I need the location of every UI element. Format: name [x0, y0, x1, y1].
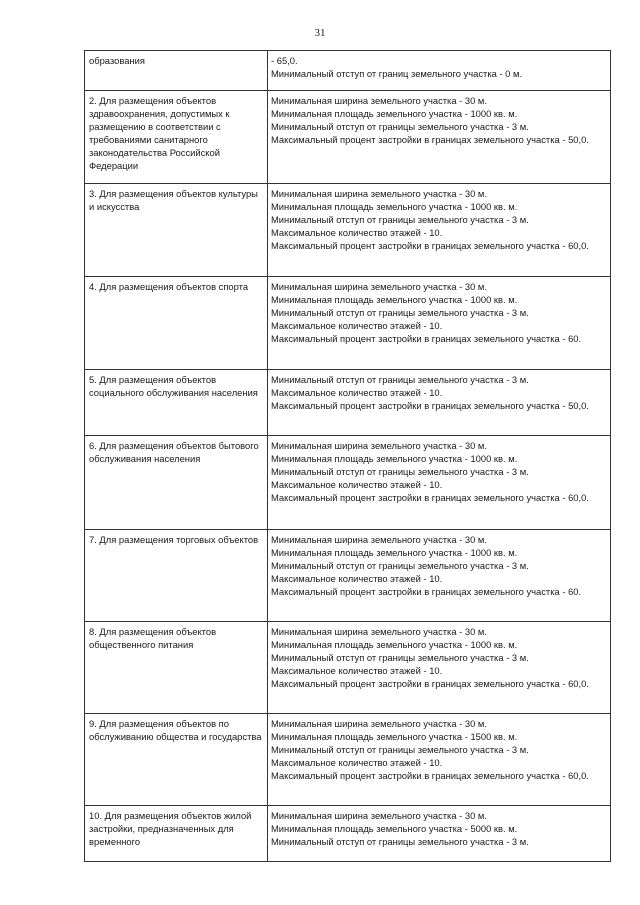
parameter-line: Максимальный процент застройки в границах земельного участка - 50,0.: [271, 134, 589, 146]
parameters-cell: [268, 370, 611, 436]
parameter-line: Минимальная площадь земельного участка - 1000 кв. м.: [271, 108, 518, 120]
purpose-label: 8. Для размещения объектов общественного питания: [89, 626, 217, 651]
parameter-line: Минимальная ширина земельного участка - 30 м.: [271, 281, 487, 292]
parameter-line: Минимальная ширина земельного участка - 30 м.: [271, 440, 487, 451]
purpose-cell: [85, 436, 268, 530]
parameter-line: Минимальный отступ от границы земельного участка - 3 м.: [271, 121, 529, 133]
table-row: [85, 622, 611, 714]
table-row: [85, 184, 611, 277]
purpose-cell: [85, 91, 268, 184]
table-row: [85, 277, 611, 370]
parameter-line: Максимальный процент застройки в границах земельного участка - 60,0.: [271, 678, 589, 690]
parameter-line: Минимальная площадь земельного участка - 1000 кв. м.: [271, 453, 518, 465]
parameters-cell: [268, 51, 611, 91]
parameter-line: Минимальная площадь земельного участка - 1000 кв. м.: [271, 547, 518, 559]
parameter-line: Максимальное количество этажей - 10.: [271, 573, 443, 585]
purpose-cell: [85, 51, 268, 91]
purpose-label: 6. Для размещения объектов бытового обслуживания населения: [89, 440, 259, 465]
purpose-label: 5. Для размещения объектов социального обслуживания населения: [89, 374, 258, 399]
page-number: 31: [314, 27, 326, 39]
parameter-line: Минимальная ширина земельного участка - 30 м.: [271, 810, 487, 821]
table-row: [85, 436, 611, 530]
parameters-cell: [268, 277, 611, 370]
table-row: [85, 806, 611, 862]
parameter-line: Максимальный процент застройки в границах земельного участка - 60.: [271, 333, 582, 345]
purpose-label: 2. Для размещения объектов здравоохранения, допустимых к размещению в соответствии с требованиями санитарного законодательства Российской Федерации: [89, 95, 230, 172]
parameter-line: Минимальный отступ от границы земельного участка - 3 м.: [271, 466, 529, 478]
parameter-line: Минимальный отступ от границы земельного участка - 3 м.: [271, 307, 529, 319]
parameter-line: Минимальная ширина земельного участка - 30 м.: [271, 534, 487, 545]
parameter-line: Минимальная площадь земельного участка - 1000 кв. м.: [271, 294, 518, 306]
zoning-parameters-table: [84, 50, 611, 862]
parameter-line: Минимальная площадь земельного участка - 1500 кв. м.: [271, 731, 518, 743]
table-row: [85, 91, 611, 184]
purpose-label: 4. Для размещения объектов спорта: [89, 281, 249, 292]
parameter-line: Минимальная ширина земельного участка - 30 м.: [271, 718, 487, 729]
parameter-line: Минимальная ширина земельного участка - 30 м.: [271, 626, 487, 637]
parameter-line: Минимальный отступ от границы земельного участка - 3 м.: [271, 652, 529, 664]
parameters-cell: [268, 436, 611, 530]
parameters-cell: [268, 622, 611, 714]
purpose-label: образования: [89, 55, 145, 66]
purpose-cell: [85, 622, 268, 714]
parameter-line: Максимальное количество этажей - 10.: [271, 387, 443, 399]
parameter-line: Максимальный процент застройки в границах земельного участка - 60,0.: [271, 240, 589, 252]
purpose-label: 7. Для размещения торговых объектов: [89, 534, 259, 545]
parameter-line: Минимальный отступ от границы земельного участка - 3 м.: [271, 560, 529, 572]
parameter-line: - 65,0.: [271, 55, 298, 66]
purpose-cell: [85, 714, 268, 806]
parameter-line: Максимальное количество этажей - 10.: [271, 757, 443, 769]
parameters-cell: [268, 530, 611, 622]
table-row: [85, 370, 611, 436]
purpose-cell: [85, 184, 268, 277]
purpose-label: 3. Для размещения объектов культуры и искусства: [89, 188, 258, 213]
purpose-cell: [85, 806, 268, 862]
parameter-line: Максимальное количество этажей - 10.: [271, 320, 443, 332]
parameter-line: Минимальная ширина земельного участка - 30 м.: [271, 188, 487, 199]
parameters-cell: [268, 91, 611, 184]
parameter-line: Максимальный процент застройки в границах земельного участка - 50,0.: [271, 400, 589, 412]
parameter-line: Максимальное количество этажей - 10.: [271, 479, 443, 491]
parameter-line: Минимальный отступ от границ земельного участка - 0 м.: [271, 68, 523, 80]
table-row: [85, 714, 611, 806]
purpose-cell: [85, 370, 268, 436]
parameter-line: Максимальное количество этажей - 10.: [271, 227, 443, 239]
purpose-label: 10. Для размещения объектов жилой застройки, предназначенных для временного: [89, 810, 252, 848]
parameter-line: Максимальный процент застройки в границах земельного участка - 60,0.: [271, 492, 589, 504]
parameter-line: Минимальный отступ от границы земельного участка - 3 м.: [271, 836, 529, 848]
parameter-line: Минимальный отступ от границы земельного участка - 3 м.: [271, 214, 529, 226]
table-row: [85, 530, 611, 622]
parameter-line: Минимальный отступ от границы земельного участка - 3 м.: [271, 744, 529, 756]
purpose-cell: [85, 277, 268, 370]
parameter-line: Максимальный процент застройки в границах земельного участка - 60,0.: [271, 770, 589, 782]
parameter-line: Максимальное количество этажей - 10.: [271, 665, 443, 677]
parameter-line: Минимальная площадь земельного участка - 5000 кв. м.: [271, 823, 518, 835]
table-row: [85, 51, 611, 91]
parameter-line: Минимальная площадь земельного участка - 1000 кв. м.: [271, 639, 518, 651]
parameters-cell: [268, 714, 611, 806]
parameters-cell: [268, 806, 611, 862]
parameter-line: Максимальный процент застройки в границах земельного участка - 60.: [271, 586, 582, 598]
purpose-cell: [85, 530, 268, 622]
parameters-cell: [268, 184, 611, 277]
purpose-label: 9. Для размещения объектов по обслуживанию общества и государства: [89, 718, 262, 743]
parameter-line: Минимальная площадь земельного участка - 1000 кв. м.: [271, 201, 518, 213]
parameter-line: Минимальная ширина земельного участка - 30 м.: [271, 95, 487, 106]
parameter-line: Минимальный отступ от границы земельного участка - 3 м.: [271, 374, 529, 385]
